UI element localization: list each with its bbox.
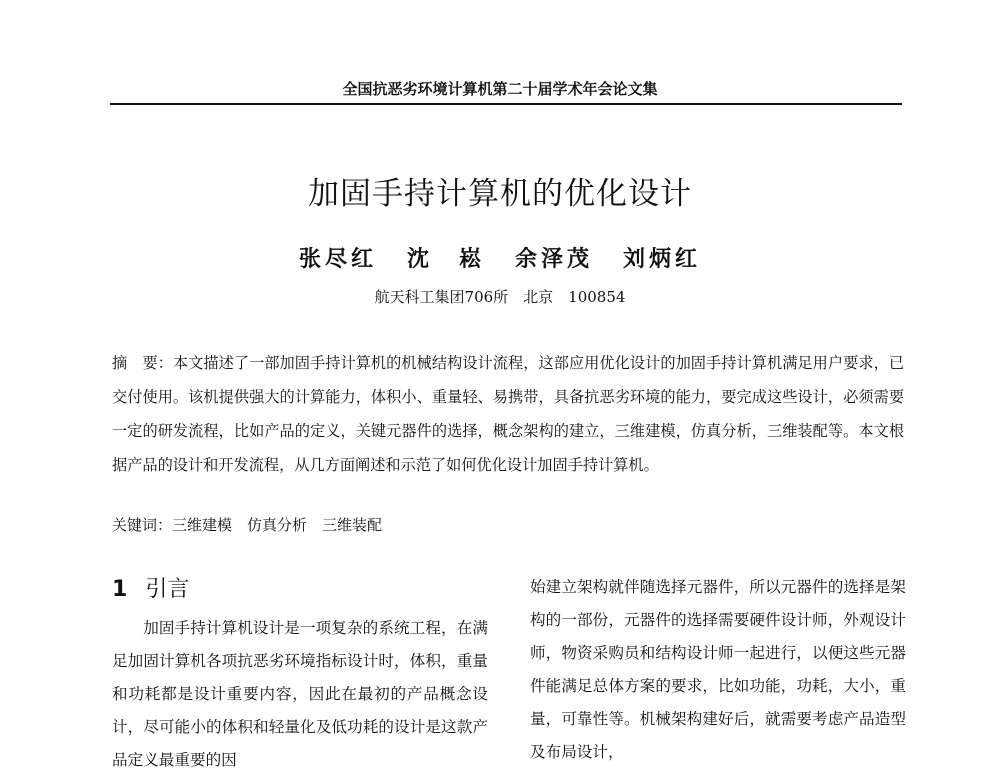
section-heading <box>112 572 189 603</box>
body-text-left-column: 加固手持计算机设计是一项复杂的系统工程，在满足加固计算机各项抗恶劣环境指标设计时，体积，重量和功耗都是设计重要内容，因此在最初的产品概念设计，尽可能小的体积和轻量化及低功耗的设计是这款产品定义最重要的因 <box>112 619 488 769</box>
body-text-right-column: 始建立架构就伴随选择元器件，所以元器件的选择是架构的一部份，元器件的选择需要硬件设计师，外观设计师，物资采购员和结构设计师一起进行，以便这些元器件能满足总体方案的要求，比如功能，功耗，大小，重量，可靠性等。机械架构建好后，就需要考虑产品造型及布局设计， <box>530 578 906 761</box>
author-name: 余泽茂 <box>515 246 594 272</box>
keywords: 关键词：三维建模 仿真分析 三维装配 <box>112 516 383 534</box>
affiliation: 航天科工集团706所 北京 100854 <box>374 288 626 306</box>
header-rule <box>110 103 902 105</box>
running-head: 全国抗恶劣环境计算机第二十届学术年会论文集 <box>342 80 658 98</box>
section-number: 1 <box>112 577 128 602</box>
abstract: 摘 要：本文描述了一部加固手持计算机的机械结构设计流程，这部应用优化设计的加固手持计算机满足用户要求，已交付使用。该机提供强大的计算能力，体积小、重量轻、易携带，具备抗恶劣环境的能力，要完成这些设计，必须需要一定的研发流程，比如产品的定义，关键元器件的选择，概念架构的建立，三维建模，仿真分析，三维装配等。本文根据产品的设计和开发流程，从几方面阐述和示范了如何优化设计加固手持计算机。 <box>112 354 904 474</box>
paper-title: 加固手持计算机的优化设计 <box>308 176 692 212</box>
author-name: 张尽红 <box>298 246 377 272</box>
section-title: 引言 <box>145 577 190 602</box>
author-name: 刘炳红 <box>623 246 702 272</box>
author-name: 沈 崧 <box>406 246 485 272</box>
author-list <box>0 242 1000 273</box>
